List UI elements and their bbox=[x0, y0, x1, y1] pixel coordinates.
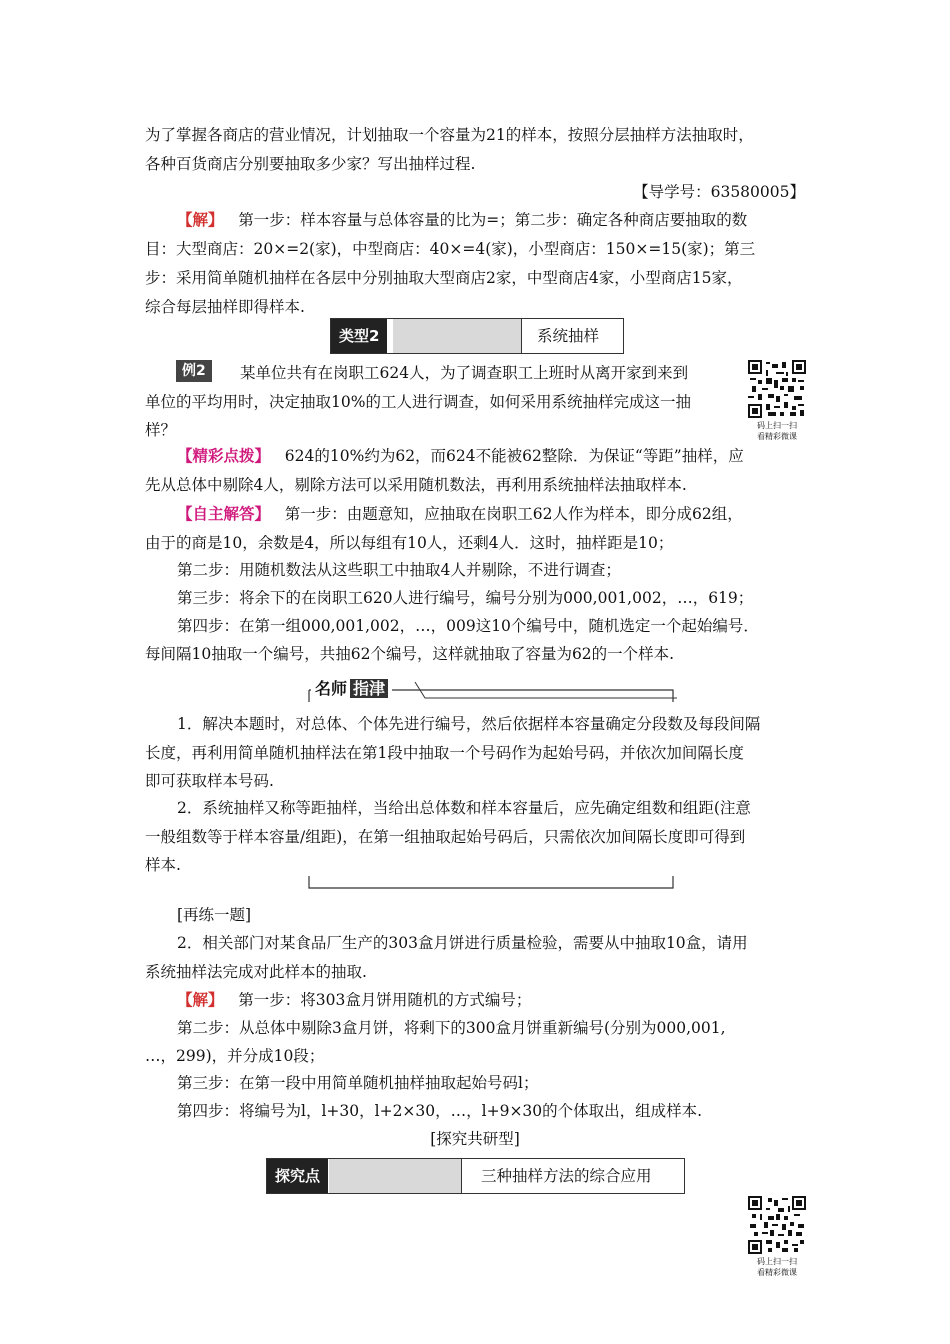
heading-accent: 指津 bbox=[350, 679, 388, 698]
hint-text: 624的10%约为62，而624不能被62整除．为保证“等距”抽样，应 bbox=[284, 447, 744, 465]
explore-box bbox=[266, 1158, 685, 1194]
guide-number: 【导学号：63580005】 bbox=[633, 183, 805, 201]
answer-line: 综合每层抽样即得样本. bbox=[145, 298, 305, 316]
guidance-line: 1．解决本题时，对总体、个体先进行编号，然后依据样本容量确定分段数及每段间隔 bbox=[177, 715, 761, 733]
self-answer-line bbox=[177, 502, 805, 526]
answer-line: 步：采用简单随机抽样在各层中分别抽取大型商店2家，中型商店4家，小型商店15家， bbox=[145, 269, 743, 287]
guidance-line: 2．系统抽样又称等距抽样，当给出总体数和样本容量后，应先确定组数和组距(注意 bbox=[177, 799, 751, 817]
practice-answer-line bbox=[177, 988, 805, 1012]
qr-caption: 码上扫一扫 bbox=[757, 1257, 797, 1266]
explore-label: 探究点 bbox=[267, 1159, 328, 1193]
type-title: 系统抽样 bbox=[537, 327, 600, 345]
answer-text: 第一步：样本容量与总体容量的比为=；第二步：确定各种商店要抽取的数 bbox=[238, 211, 748, 229]
practice-question-line: 2．相关部门对某食品厂生产的303盒月饼进行质量检验，需要从中抽取10盒，请用 bbox=[177, 934, 748, 952]
practice-answer-line: …，299)，并分成10段； bbox=[145, 1047, 325, 1065]
answer-tag: 【解】 bbox=[177, 210, 224, 229]
self-answer-text: 第一步：由题意知，应抽取在岗职工62人作为样本，即分成62组， bbox=[284, 505, 743, 523]
divider bbox=[461, 1159, 462, 1193]
self-answer-line: 第二步：用随机数法从这些职工中抽取4人并剔除，不进行调查； bbox=[177, 561, 621, 579]
hint-tag: 【精彩点拨】 bbox=[177, 446, 271, 465]
type-label: 类型2 bbox=[331, 319, 387, 353]
qr-code-icon bbox=[748, 360, 806, 418]
intro-line: 为了掌握各商店的营业情况，计划抽取一个容量为21的样本，按照分层抽样方法抽取时， bbox=[145, 126, 754, 144]
qr-caption: 看精彩微课 bbox=[757, 1268, 797, 1277]
gray-band bbox=[329, 1159, 461, 1193]
section-type-box bbox=[330, 318, 624, 354]
practice-heading: [再练一题] bbox=[177, 906, 252, 924]
answer-line: 目：大型商店：20×=2(家)，中型商店：40×=4(家)，小型商店：150×=15(家)；第三 bbox=[145, 240, 756, 258]
teacher-guidance-heading bbox=[311, 676, 392, 702]
answer-line bbox=[177, 208, 805, 232]
qr-caption: 码上扫一扫 bbox=[757, 421, 797, 430]
explore-heading: [探究共研型] bbox=[430, 1130, 520, 1148]
self-answer-line: 由于的商是10，余数是4，所以每组有10人，还剩4人．这时，抽样距是10； bbox=[145, 534, 674, 552]
self-answer-tag: 【自主解答】 bbox=[177, 504, 271, 523]
gray-band bbox=[393, 319, 521, 353]
example-line: 样？ bbox=[145, 421, 177, 439]
practice-answer-line: 第二步：从总体中剔除3盒月饼，将剩下的300盒月饼重新编号(分别为000,001, bbox=[177, 1019, 726, 1037]
hint-line bbox=[177, 444, 805, 468]
self-answer-line: 每间隔10抽取一个编号，共抽62个编号，这样就抽取了容量为62的一个样本. bbox=[145, 645, 675, 663]
practice-question-line: 系统抽样法完成对此样本的抽取. bbox=[145, 963, 367, 981]
hint-line: 先从总体中剔除4人，剔除方法可以采用随机数法，再利用系统抽样法抽取样本. bbox=[145, 476, 687, 494]
heading-main: 名师 bbox=[315, 679, 348, 698]
practice-answer-text: 第一步：将303盒月饼用随机的方式编号； bbox=[238, 991, 532, 1009]
guidance-line: 即可获取样本号码. bbox=[145, 772, 274, 790]
practice-answer-line: 第三步：在第一段中用简单随机抽样抽取起始号码l； bbox=[177, 1074, 539, 1092]
guidance-line: 样本. bbox=[145, 856, 181, 874]
intro-line: 各种百货商店分别要抽取多少家？写出抽样过程. bbox=[145, 155, 476, 173]
practice-answer-line: 第四步：将编号为l，l+30，l+2×30，…，l+9×30的个体取出，组成样本. bbox=[177, 1102, 703, 1120]
answer-tag: 【解】 bbox=[177, 990, 224, 1009]
example-line: 某单位共有在岗职工624人，为了调查职工上班时从离开家到来到 bbox=[240, 364, 689, 382]
divider bbox=[521, 319, 522, 353]
example-badge: 例2 bbox=[176, 360, 212, 382]
guidance-line: 一般组数等于样本容量/组距)，在第一组抽取起始号码后，只需依次加间隔长度即可得到 bbox=[145, 828, 746, 846]
self-answer-line: 第四步：在第一组000,001,002，…，009这10个编号中，随机选定一个起始编号． bbox=[177, 617, 759, 635]
example-line: 单位的平均用时，决定抽取10%的工人进行调查，如何采用系统抽样完成这一抽 bbox=[145, 393, 691, 411]
qr-code-icon bbox=[748, 1196, 806, 1254]
explore-title: 三种抽样方法的综合应用 bbox=[481, 1167, 652, 1185]
qr-caption: 看精彩微课 bbox=[757, 432, 797, 441]
self-answer-line: 第三步：将余下的在岗职工620人进行编号，编号分别为000,001,002，…，619； bbox=[177, 589, 754, 607]
guidance-line: 长度，再利用简单随机抽样法在第1段中抽取一个号码作为起始号码，并依次加间隔长度 bbox=[145, 744, 744, 762]
